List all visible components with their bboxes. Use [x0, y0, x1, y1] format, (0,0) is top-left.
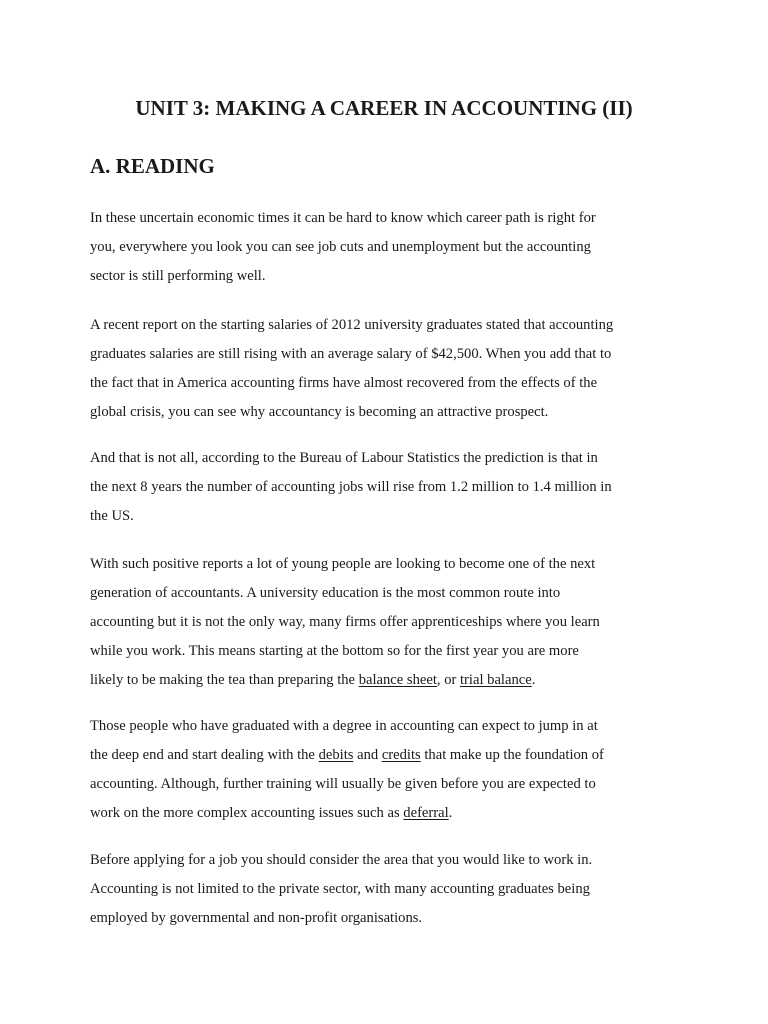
- paragraph-3: [90, 444, 690, 531]
- paragraph-line: [90, 666, 690, 695]
- paragraph-line: Those people who have graduated with a degree in accounting can expect to jump in at: [90, 718, 598, 734]
- paragraph-line: you, everywhere you look you can see job cuts and unemployment but the accounting: [90, 239, 591, 255]
- line-text: work on the more complex accounting issues such as: [90, 805, 404, 821]
- paragraph-line: employed by governmental and non-profit organisations.: [90, 910, 423, 926]
- line-text: and: [353, 747, 382, 763]
- paragraph-line: accounting but it is not the only way, many firms offer apprenticeships where you learn: [90, 614, 600, 630]
- paragraph-2: [90, 311, 690, 427]
- paragraph-line: accounting. Although, further training will usually be given before you are expected to: [90, 776, 596, 792]
- section-heading: A. READING: [90, 154, 215, 178]
- line-text: the deep end and start dealing with the: [90, 747, 319, 763]
- paragraph-4: [90, 550, 690, 695]
- paragraph-line: [90, 741, 690, 770]
- paragraph-line: while you work. This means starting at the bottom so for the first year you are more: [90, 643, 579, 659]
- paragraph-line: With such positive reports a lot of young people are looking to become one of the next: [90, 556, 596, 572]
- paragraph-6: [90, 846, 690, 933]
- deferral-link[interactable]: deferral: [403, 805, 449, 821]
- paragraph-1: [90, 204, 690, 291]
- balance-sheet-link[interactable]: balance sheet: [358, 672, 437, 688]
- credits-link[interactable]: credits: [381, 747, 421, 763]
- paragraph-line: Accounting is not limited to the private sector, with many accounting graduates being: [90, 881, 590, 897]
- line-text: .: [531, 672, 536, 688]
- paragraph-line: the next 8 years the number of accounting jobs will rise from 1.2 million to 1.4 million in: [90, 479, 612, 495]
- paragraph-line: the fact that in America accounting firms have almost recovered from the effects of the: [90, 375, 598, 391]
- paragraph-5: [90, 712, 690, 828]
- paragraph-line: sector is still performing well.: [90, 268, 266, 284]
- line-text: .: [448, 805, 453, 821]
- line-text: that make up the foundation of: [420, 747, 604, 763]
- paragraph-line: A recent report on the starting salaries of 2012 university graduates stated that accounting: [90, 317, 614, 333]
- line-text: , or: [436, 672, 460, 688]
- page-title: UNIT 3: MAKING A CAREER IN ACCOUNTING (II): [135, 96, 633, 120]
- paragraph-line: In these uncertain economic times it can be hard to know which career path is right for: [90, 210, 596, 226]
- paragraph-line: [90, 799, 690, 828]
- paragraph-line: graduates salaries are still rising with an average salary of $42,500. When you add that to: [90, 346, 612, 362]
- debits-link[interactable]: debits: [318, 747, 354, 763]
- line-text: likely to be making the tea than preparing the: [90, 672, 359, 688]
- paragraph-line: Before applying for a job you should consider the area that you would like to work in.: [90, 852, 593, 868]
- paragraph-line: generation of accountants. A university education is the most common route into: [90, 585, 561, 601]
- paragraph-line: And that is not all, according to the Bureau of Labour Statistics the prediction is that in: [90, 450, 598, 466]
- paragraph-line: the US.: [90, 508, 134, 524]
- trial-balance-link[interactable]: trial balance: [460, 672, 532, 688]
- paragraph-line: global crisis, you can see why accountancy is becoming an attractive prospect.: [90, 404, 549, 420]
